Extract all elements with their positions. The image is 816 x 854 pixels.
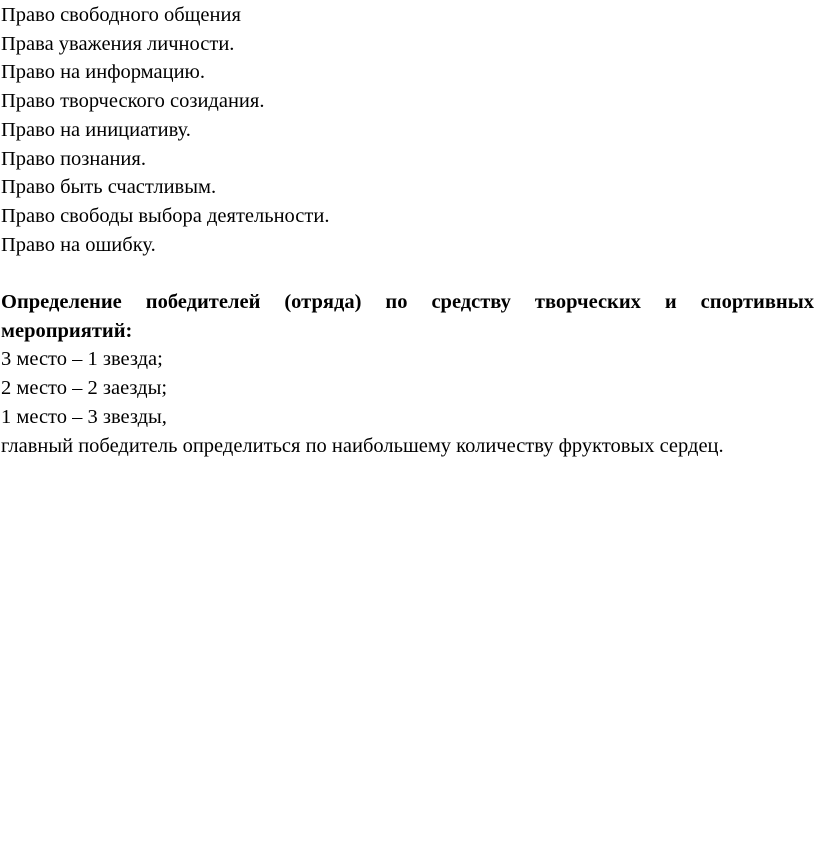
place-item: 3 место – 1 звезда; — [1, 348, 163, 371]
document-page — [1, 1, 814, 460]
rights-item: Право творческого созидания. — [1, 90, 265, 113]
rights-item: Право свободы выбора деятельности. — [1, 204, 330, 227]
rights-item: Право на ошибку. — [1, 233, 156, 256]
rights-item: Право на информацию. — [1, 61, 205, 84]
rights-item: Право свободного общения — [1, 4, 241, 26]
rights-item: Право на инициативу. — [1, 118, 191, 141]
conclusion-paragraph: главный победитель определиться по наибольшему количеству фруктовых сердец. — [1, 434, 724, 457]
rights-item: Право быть счастливым. — [1, 176, 217, 199]
winners-heading: Определение победителей (отряда) по средству творческих и спортивных мероприятий: — [1, 291, 814, 342]
rights-list — [1, 1, 814, 259]
paragraph-spacer — [1, 259, 814, 288]
rights-item: Право познания. — [1, 147, 146, 170]
places-list — [1, 345, 814, 431]
place-item: 1 место – 3 звезды, — [1, 405, 167, 428]
rights-item: Права уважения личности. — [1, 32, 235, 55]
place-item: 2 место – 2 заезды; — [1, 377, 168, 400]
